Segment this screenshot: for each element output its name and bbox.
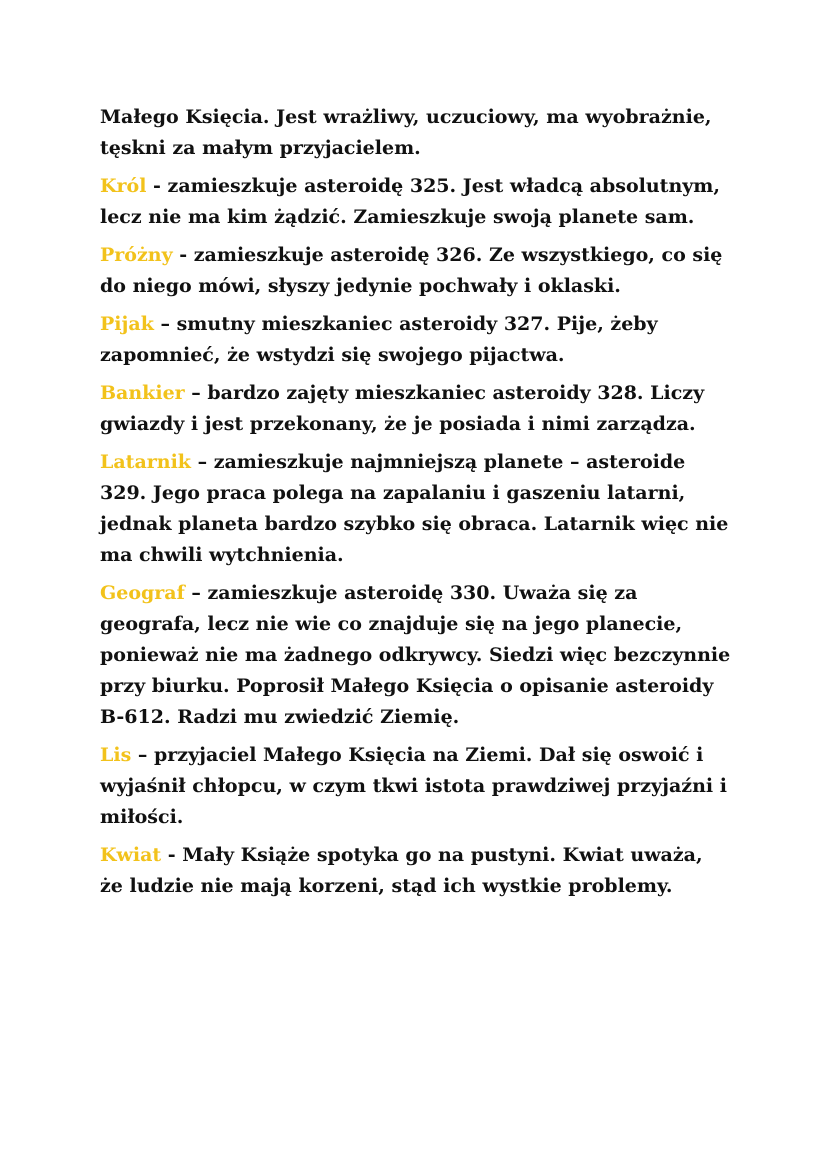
character-description: – przyjaciel Małego Księcia na Ziemi. Dał się oswoić i wyjaśnił chłopcu, w czym tkwi istota prawdziwej przyjaźni i miłości.	[100, 744, 727, 828]
character-name: Bankier	[100, 382, 185, 404]
character-description: - zamieszkuje asteroidę 326. Ze wszystkiego, co się do niego mówi, słyszy jedynie pochwały i oklaski.	[100, 244, 723, 297]
character-description: - Mały Książe spotyka go na pustyni. Kwiat uważa, że ludzie nie mają korzeni, stąd ich wystkie problemy.	[100, 844, 703, 897]
character-name: Geograf	[100, 582, 185, 604]
character-name: Król	[100, 175, 147, 197]
character-description: – zamieszkuje asteroidę 330. Uważa się za geografa, lecz nie wie co znajduje się na jego planecie, ponieważ nie ma żadnego odkrywcy. Siedzi więc bezczynnie przy biurku. Poprosił Małego Księcia o opisanie asteroidy B-612. Radzi mu zwiedzić Ziemię.	[100, 582, 731, 728]
character-entry-lis	[100, 740, 732, 833]
character-entry-pijak	[100, 309, 732, 371]
character-name: Pijak	[100, 313, 154, 335]
character-description: – zamieszkuje najmniejszą planete – asteroide 329. Jego praca polega na zapalaniu i gaszeniu latarni, jednak planeta bardzo szybko się obraca. Latarnik więc nie ma chwili wytchnienia.	[100, 451, 729, 566]
character-entry-kwiat	[100, 840, 732, 902]
character-name: Kwiat	[100, 844, 162, 866]
character-entry-geograf	[100, 578, 732, 733]
character-name: Lis	[100, 744, 132, 766]
character-description: – bardzo zajęty mieszkaniec asteroidy 328. Liczy gwiazdy i jest przekonany, że je posiada i nimi zarządza.	[100, 382, 705, 435]
document-page	[100, 102, 732, 909]
character-entry-prozny	[100, 240, 732, 302]
character-entry-bankier	[100, 378, 732, 440]
character-entry-latarnik	[100, 447, 732, 571]
intro-text: Małego Księcia. Jest wrażliwy, uczuciowy, ma wyobrażnie, tęskni za małym przyjacielem.	[100, 106, 712, 159]
intro-paragraph	[100, 102, 732, 164]
character-entry-krol	[100, 171, 732, 233]
character-name: Latarnik	[100, 451, 191, 473]
character-description: - zamieszkuje asteroidę 325. Jest władcą absolutnym, lecz nie ma kim żądzić. Zamieszkuje swoją planete sam.	[100, 175, 721, 228]
character-description: – smutny mieszkaniec asteroidy 327. Pije, żeby zapomnieć, że wstydzi się swojego pijactwa.	[100, 313, 658, 366]
character-name: Próżny	[100, 244, 173, 266]
